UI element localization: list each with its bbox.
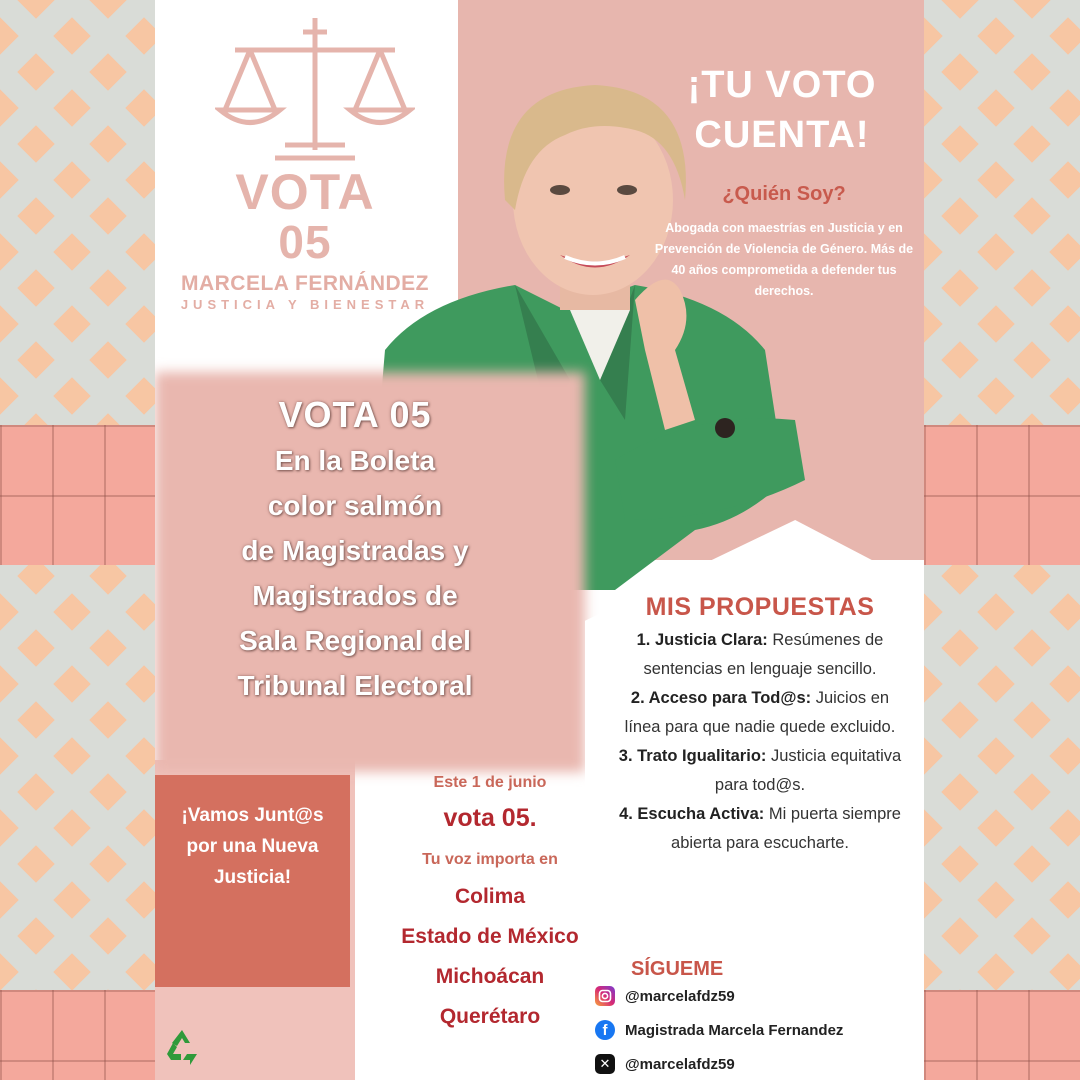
proposals-title: MIS PROPUESTAS: [645, 593, 875, 621]
state-name: Estado de México: [401, 925, 579, 948]
social-title: SÍGUEME: [631, 958, 724, 980]
state-name: Colima: [454, 885, 525, 908]
logo-number: 05: [278, 216, 332, 268]
proposal-item: [615, 742, 905, 800]
recycle-icon: [163, 1027, 201, 1065]
proposal-item: [615, 800, 905, 858]
tagline: [648, 60, 916, 160]
about-title: ¿Quién Soy?: [722, 183, 846, 205]
proposal-label: 3. Trato Igualitario:: [618, 747, 767, 765]
slogan-line: ¡Vamos Junt@s: [181, 805, 324, 826]
ballot-message: [185, 392, 525, 708]
proposal-text: Mi puerta siempre abierta para escucharte.: [671, 805, 901, 852]
ballot-title: VOTA 05: [278, 394, 432, 435]
proposal-label: 2. Acceso para Tod@s:: [630, 689, 812, 707]
logo-subtitle: JUSTICIA Y BIENESTAR: [180, 297, 430, 312]
state-name: Michoácan: [435, 965, 545, 988]
vote-date: Este 1 de junio: [433, 774, 547, 791]
ballot-line: En la Boleta: [274, 445, 436, 476]
proposal-item: [615, 684, 905, 742]
candidate-name: MARCELA FERNÁNDEZ: [180, 272, 430, 295]
slogan: [155, 800, 350, 893]
instagram-link[interactable]: [595, 986, 735, 1006]
proposal-item: [615, 626, 905, 684]
proposal-text: Juicios en línea para que nadie quede excluido.: [624, 689, 896, 736]
proposal-label: 1. Justicia Clara:: [636, 631, 768, 649]
tagline-line: CUENTA!: [694, 114, 870, 156]
slogan-line: Justicia!: [213, 867, 292, 888]
logo-vota: VOTA: [235, 164, 375, 220]
about-text: Abogada con maestrías en Justicia y en Prevención de Violencia de Género. Más de 40 años comprometida a defender tus derechos.: [654, 221, 914, 298]
facebook-link[interactable]: [595, 1020, 843, 1040]
state-name: Querétaro: [439, 1005, 541, 1028]
campaign-poster: [155, 0, 924, 1080]
facebook-handle: Magistrada Marcela Fernandez: [625, 1021, 844, 1039]
ballot-line: color salmón: [267, 490, 443, 521]
instagram-handle: @marcelafdz59: [625, 987, 735, 1005]
proposal-label: 4. Escucha Activa:: [619, 805, 765, 823]
right-grid-band-bottom: [924, 990, 1080, 1080]
proposal-text: Justicia equitativa para tod@s.: [714, 747, 902, 794]
left-grid-band: [0, 425, 155, 565]
slogan-line: por una Nueva: [186, 836, 319, 857]
x-icon: ✕: [595, 1054, 615, 1074]
right-grid-band: [924, 425, 1080, 565]
facebook-icon: f: [595, 1020, 615, 1040]
vote-info: [365, 770, 615, 1029]
ballot-line: Sala Regional del: [239, 625, 471, 656]
ballot-line: de Magistradas y: [241, 535, 469, 566]
voice-text: Tu voz importa en: [422, 851, 558, 868]
vote-number: vota 05.: [443, 804, 537, 832]
proposals: [615, 593, 905, 858]
x-handle: @marcelafdz59: [625, 1055, 735, 1073]
left-grid-band-bottom: [0, 990, 155, 1080]
instagram-icon: [595, 986, 615, 1006]
x-link[interactable]: [595, 1054, 735, 1074]
ballot-line: Tribunal Electoral: [237, 670, 473, 701]
proposal-text: Resúmenes de sentencias en lenguaje sencillo.: [643, 631, 884, 678]
scales-of-justice-logo: [215, 10, 415, 170]
tagline-line: ¡TU VOTO: [687, 64, 877, 106]
ballot-line: Magistrados de: [252, 580, 458, 611]
